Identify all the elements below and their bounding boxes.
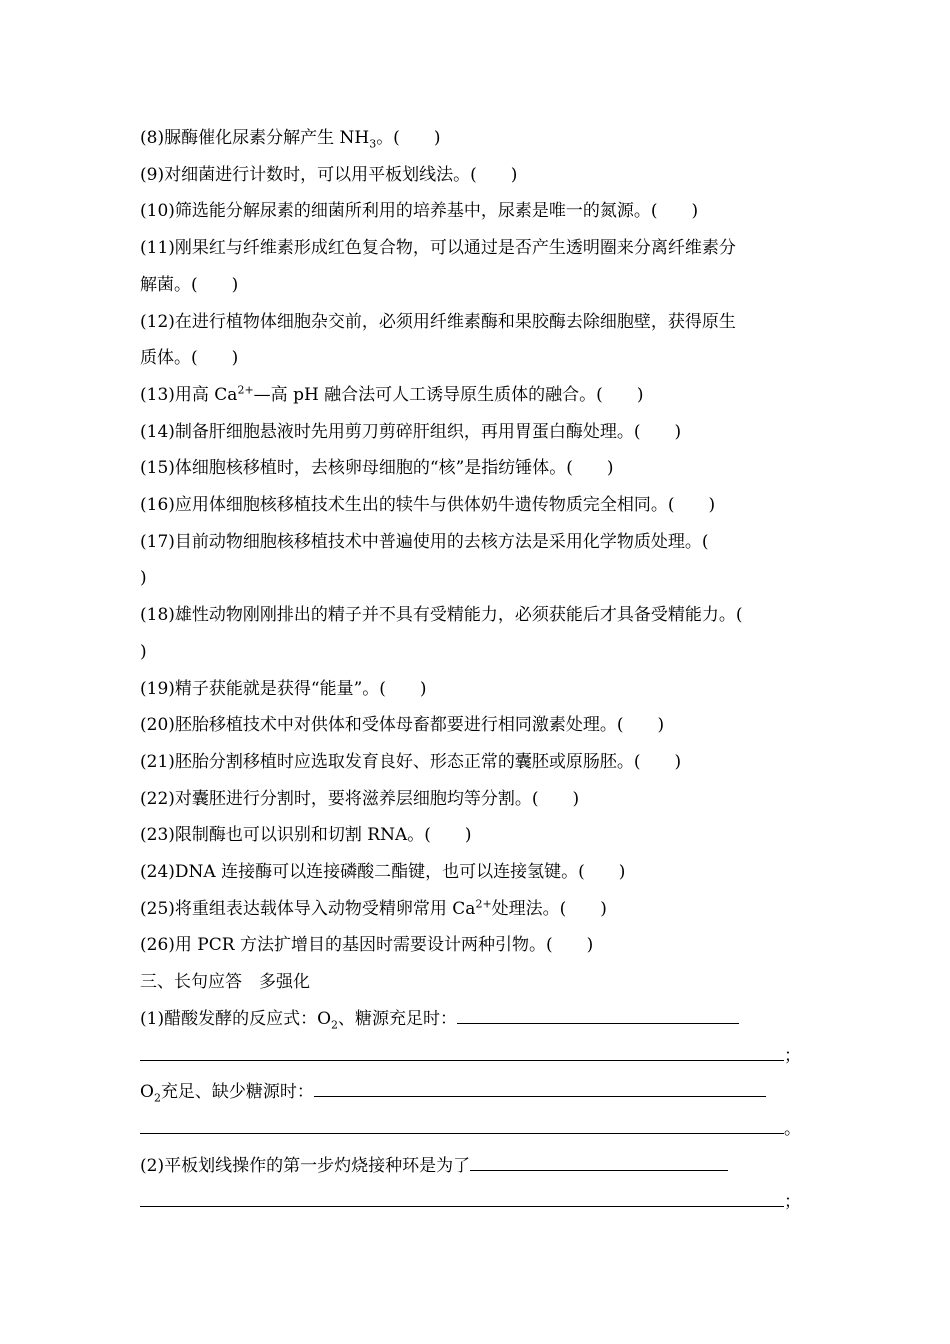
question-item-22: (22)对囊胚进行分割时，要将滋养层细胞均等分割。( ) [140,788,580,809]
question-item-21: (21)胚胎分割移植时应选取发育良好、形态正常的囊胚或原肠胚。( ) [140,751,682,772]
question-item-20: (20)胚胎移植技术中对供体和受体母畜都要进行相同激素处理。( ) [140,715,665,736]
question-item-24: (24)DNA 连接酶可以连接磷酸二酯键，也可以连接氢键。( ) [140,862,626,883]
question-item-11: (11)刚果红与纤维素形成红色复合物，可以通过是否产生透明圈来分离纤维素分 [140,238,736,259]
answer-blank[interactable] [470,1150,728,1171]
question-item-9: (9)对细菌进行计数时，可以用平板划线法。( ) [140,164,518,185]
question-item-18-cont: ) [140,641,147,662]
question-item-25: (25)将重组表达载体导入动物受精卵常用 $Ca^{2+}$处理法。( ) [140,897,607,919]
question-item-11-cont: 解菌。( ) [140,274,239,295]
question-item-13: (13)用高 $Ca^{2+}—$高 pH 融合法可人工诱导原生质体的融合。( ) [140,383,644,405]
question-1-line-b: $O_2$充足、缺少糖源时： [140,1074,820,1111]
question-item-8: (8)脲酶催化尿素分解产生 $NH_3$。( ) [140,128,441,151]
answer-blank[interactable] [457,1003,739,1024]
question-item-12: (12)在进行植物体细胞杂交前，必须用纤维素酶和果胶酶去除细胞壁，获得原生 [140,311,736,332]
question-item-17-cont: ) [140,568,147,589]
question-item-23: (23)限制酶也可以识别和切割 RNA。( ) [140,825,472,846]
answer-blank[interactable] [140,1040,784,1061]
question-item-18: (18)雄性动物刚刚排出的精子并不具有受精能力，必须获能后才具备受精能力。( [140,605,743,626]
question-2-line-cont: ； [140,1184,820,1221]
question-2-line: (2)平板划线操作的第一步灼烧接种环是为了 [140,1148,820,1185]
answer-blank[interactable] [314,1076,766,1097]
question-item-14: (14)制备肝细胞悬液时先用剪刀剪碎肝组织，再用胃蛋白酶处理。( ) [140,421,682,442]
question-item-12-cont: 质体。( ) [140,348,239,369]
section-title: 三、长句应答 多强化 [140,972,310,993]
question-item-26: (26)用 PCR 方法扩增目的基因时需要设计两种引物。( ) [140,935,594,956]
answer-blank[interactable] [140,1186,784,1207]
question-1-line-a-cont: ； [140,1038,820,1075]
document-page [140,120,820,1221]
question-item-19: (19)精子获能就是获得“能量”。( ) [140,678,427,699]
question-item-17: (17)目前动物细胞核移植技术中普遍使用的去核方法是采用化学物质处理。( [140,531,709,552]
question-1-line-b-cont: 。 [140,1111,820,1148]
question-item-16: (16)应用体细胞核移植技术生出的犊牛与供体奶牛遗传物质完全相同。( ) [140,495,716,516]
question-item-10: (10)筛选能分解尿素的细菌所利用的培养基中，尿素是唯一的氮源。( ) [140,201,699,222]
question-1-line-a: (1)醋酸发酵的反应式：$O_2$、糖源充足时： [140,1001,820,1038]
question-item-15: (15)体细胞核移植时，去核卵母细胞的“核”是指纺锤体。( ) [140,458,614,479]
answer-blank[interactable] [140,1113,784,1134]
